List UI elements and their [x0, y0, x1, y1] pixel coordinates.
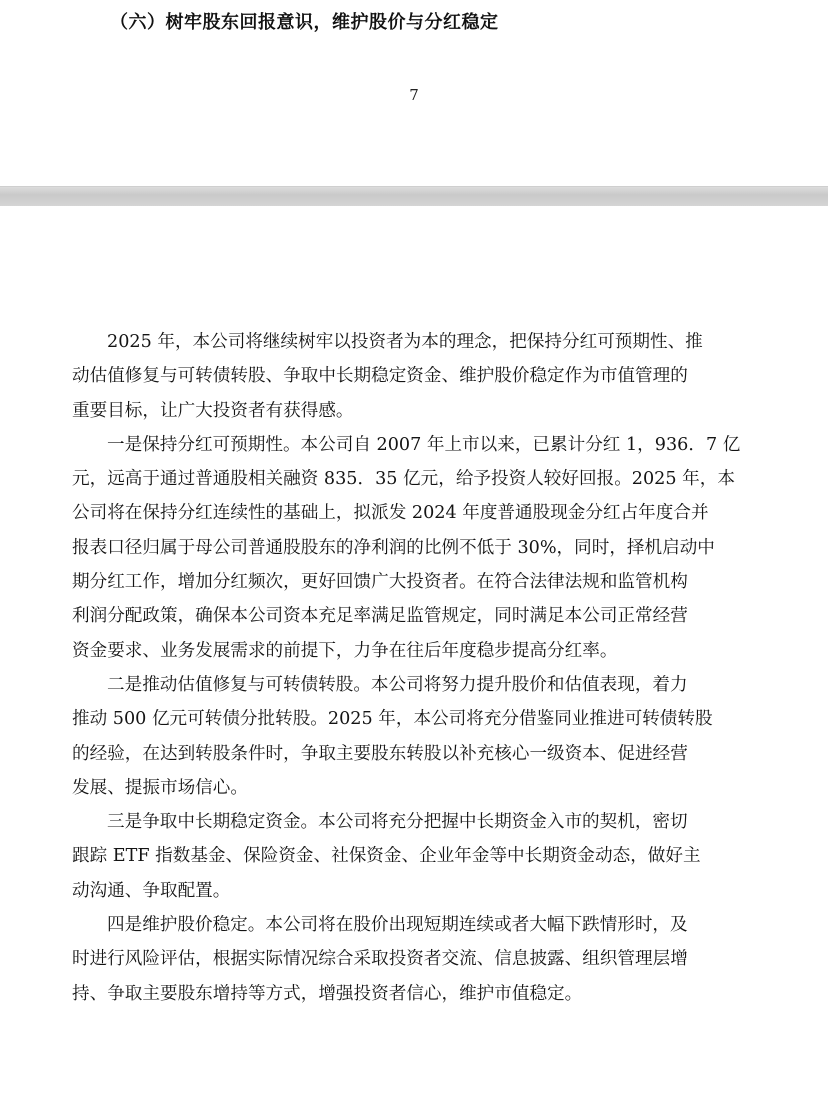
page-separator: [0, 186, 828, 207]
text-line: 公司将在保持分红连续性的基础上，拟派发 2024 年度普通股现金分红占年度合并: [72, 503, 709, 524]
text-line: 期分红工作，增加分红频次，更好回馈广大投资者。在符合法律法规和监管机构: [72, 572, 688, 593]
paragraph-shareholder-return: [72, 325, 756, 428]
page-number: 7: [409, 86, 419, 104]
text-line: 报表口径归属于母公司普通股股东的净利润的比例不低于 30%，同时，择机启动中: [72, 537, 715, 558]
text-line: 二是推动估值修复与可转债转股。本公司将努力提升股价和估值表现，着力: [107, 674, 688, 695]
text-line: 一是保持分红可预期性。本公司自 2007 年上市以来，已累计分红 1，936．7 亿: [107, 434, 741, 455]
section-heading: （六）树牢股东回报意识，维护股价与分红稳定: [110, 12, 499, 33]
text-line: 四是维护股价稳定。本公司将在股价出现短期连续或者大幅下跌情形时，及: [107, 915, 688, 936]
paragraph-share-price-stability: [72, 908, 756, 1011]
text-line: 动估值修复与可转债转股、争取中长期稳定资金、维护股价稳定作为市值管理的: [72, 366, 688, 387]
previous-page-fragment: [0, 0, 828, 186]
text-line: 2025 年，本公司将继续树牢以投资者为本的理念，把保持分红可预期性、推: [107, 332, 703, 352]
paragraph-long-term-capital: [72, 805, 756, 908]
text-line: 推动 500 亿元可转债分批转股。2025 年，本公司将充分借鉴同业推进可转债转股: [72, 709, 713, 730]
text-line: 三是争取中长期稳定资金。本公司将充分把握中长期资金入市的契机，密切: [107, 812, 688, 833]
text-line: 资金要求、业务发展需求的前提下，力争在往后年度稳步提高分红率。: [72, 640, 618, 661]
text-line: 的经验，在达到转股条件时，争取主要股东转股以补充核心一级资本、促进经营: [72, 743, 688, 764]
paragraph-dividend-predictability: [72, 428, 756, 668]
text-line: 发展、提振市场信心。: [72, 777, 248, 798]
body-text: [72, 325, 756, 1011]
text-line: 元，远高于通过普通股相关融资 835．35 亿元，给予投资人较好回报。2025 年，本: [72, 469, 735, 490]
text-line: 动沟通、争取配置。: [72, 880, 231, 901]
text-line: 重要目标，让广大投资者有获得感。: [72, 400, 354, 421]
text-line: 利润分配政策，确保本公司资本充足率满足监管规定，同时满足本公司正常经营: [72, 606, 688, 627]
text-line: 跟踪 ETF 指数基金、保险资金、社保资金、企业年金等中长期资金动态，做好主: [72, 846, 701, 867]
paragraph-valuation-convertible: [72, 668, 756, 805]
text-line: 时进行风险评估，根据实际情况综合采取投资者交流、信息披露、组织管理层增: [72, 949, 688, 970]
text-line: 持、争取主要股东增持等方式，增强投资者信心，维护市值稳定。: [72, 983, 583, 1004]
